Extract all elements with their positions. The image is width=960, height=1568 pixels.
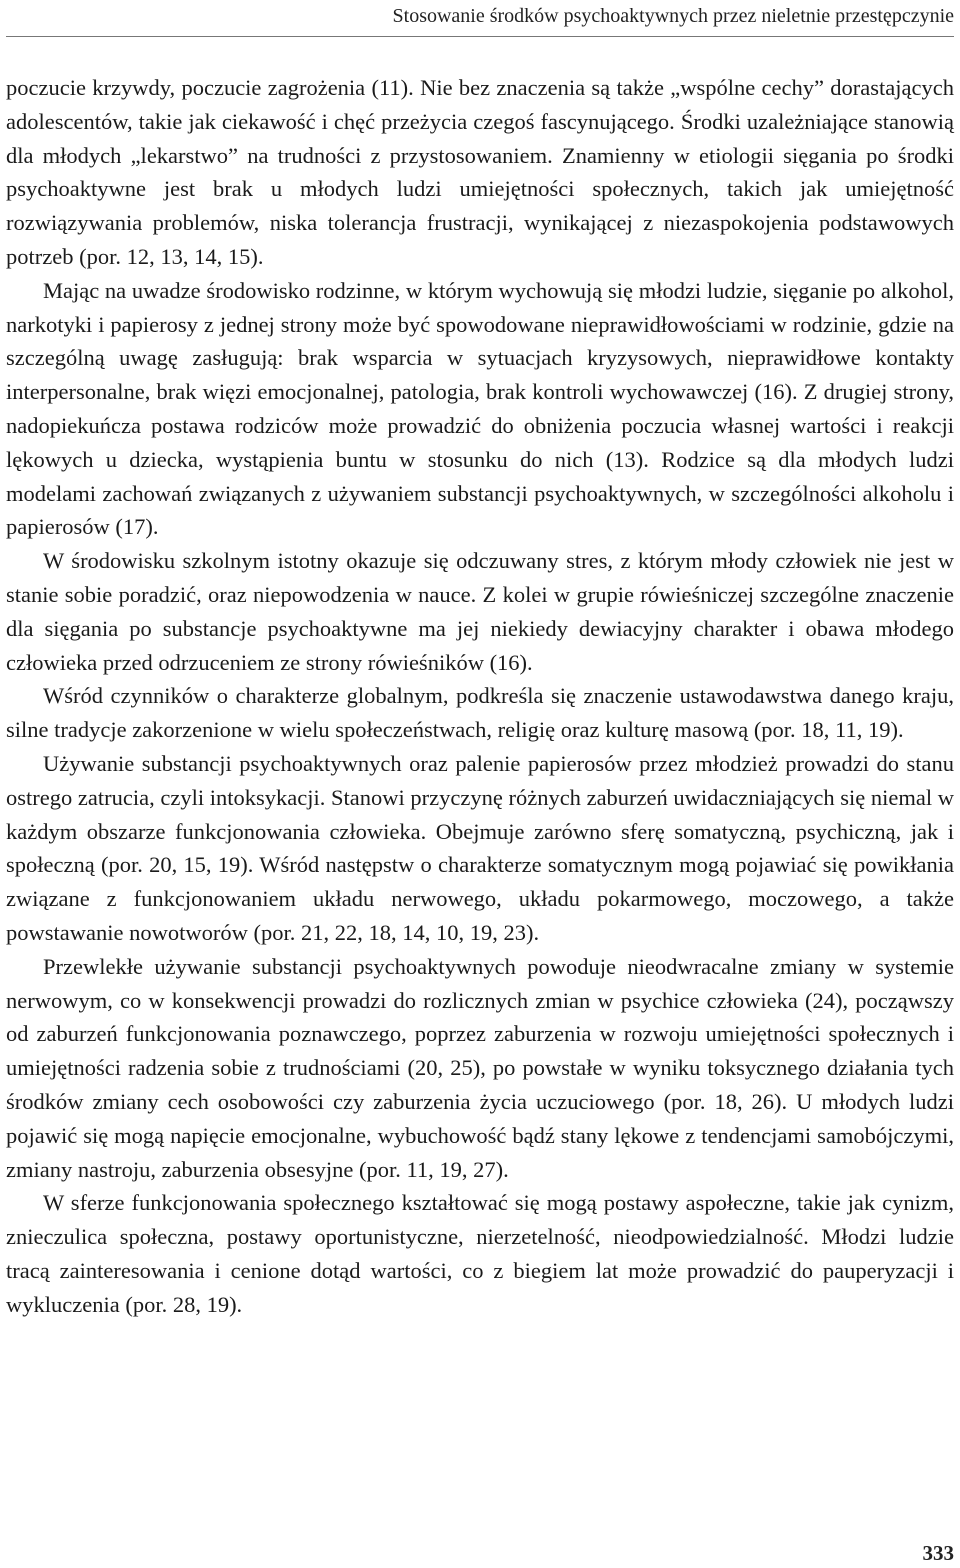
header-rule	[6, 36, 954, 37]
paragraph-7: W sferze funkcjonowania społecznego kształtować się mogą postawy aspołeczne, takie jak cynizm, znieczulica społeczna, postawy oportunistyczne, nierzetelność, nieodpowiedzialność. Młodzi ludzie tracą zainteresowania i cenione dotąd wartości, co z biegiem lat może prowadzić do pauperyzacji i wykluczenia (por. 28, 19).	[6, 1190, 954, 1317]
paragraph-5: Używanie substancji psychoaktywnych oraz palenie papierosów przez młodzież prowadzi do stanu ostrego zatrucia, czyli intoksykacji. Stanowi przyczynę różnych zaburzeń uwidaczniających się niemal w każdym obszarze funkcjonowania człowieka. Obejmuje zarówno sferę somatyczną, psychiczną, jak i społeczną (por. 20, 15, 19). Wśród następstw o charakterze somatycznym mogą pojawiać się powikłania związane z funkcjonowaniem układu nerwowego, układu pokarmowego, moczowego, a także powstawanie nowotworów (por. 21, 22, 18, 14, 10, 19, 23).	[6, 750, 954, 945]
paragraph-3: W środowisku szkolnym istotny okazuje się odczuwany stres, z którym młody człowiek nie jest w stanie sobie poradzić, oraz niepowodzenia w nauce. Z kolei w grupie rówieśniczej szczególne znaczenie dla sięgania po substancje psychoaktywne ma jej niekiedy dewiacyjny charakter i obawa młodego człowieka przed odrzuceniem ze strony rówieśników (16).	[6, 548, 954, 675]
running-head: Stosowanie środków psychoaktywnych przez nieletnie przestępczynie	[392, 5, 954, 27]
paragraph-6: Przewlekłe używanie substancji psychoaktywnych powoduje nieodwracalne zmiany w systemie nerwowym, co w konsekwencji prowadzi do rozlicznych zmian w psychice człowieka (24), począwszy od zaburzeń funkcjonowania poznawczego, poprzez zaburzenia w rozwoju umiejętności społecznych i umiejętności radzenia sobie z trudnościami (20, 25), po powstałe w wyniku toksycznego działania tych środków zmiany cech osobowości czy zaburzenia życia uczuciowego (por. 18, 26). U młodych ludzi pojawić się mogą napięcie emocjonalne, wybuchowość bądź stany lękowe z tendencjami samobójczymi, zmiany nastroju, zaburzenia obsesyjne (por. 11, 19, 27).	[6, 953, 954, 1182]
paragraph-1: poczucie krzywdy, poczucie zagrożenia (11). Nie bez znaczenia są także „wspólne cechy” dorastających adolescentów, takie jak ciekawość i chęć przeżycia czegoś fascynującego. Środki uzależniające stanowią dla młodych „lekarstwo” na trudności z przystosowaniem. Znamienny w etiologii sięgania po środki psychoaktywne jest brak u młodych ludzi umiejętności społecznych, takich jak umiejętność rozwiązywania problemów, niska tolerancja frustracji, wynikającej z niezaspokojenia podstawowych potrzeb (por. 12, 13, 14, 15).	[6, 75, 954, 269]
page-number: 333	[922, 1541, 954, 1565]
paragraph-2: Mając na uwadze środowisko rodzinne, w którym wychowują się młodzi ludzie, sięganie po alkohol, narkotyki i papierosy z jednej strony może być spowodowane nieprawidłowościami w rodzinie, gdzie na szczególną uwagę zasługują: brak wsparcia w sytuacjach kryzysowych, nieprawidłowe kontakty interpersonalne, brak więzi emocjonalnej, patologia, brak kontroli wychowawczej (16). Z drugiej strony, nadopiekuńcza postawa rodziców może prowadzić do obniżenia poczucia własnej wartości i reakcji lękowych u dziecka, wystąpienia buntu w stosunku do nich (13). Rodzice są dla młodych ludzi modelami zachowań związanych z używaniem substancji psychoaktywnych, w szczególności alkoholu i papierosów (17).	[6, 277, 954, 540]
paragraph-4: Wśród czynników o charakterze globalnym, podkreśla się znaczenie ustawodawstwa danego kraju, silne tradycje zakorzenione w wielu społeczeństwach, religię oraz kulturę masową (por. 18, 11, 19).	[6, 683, 954, 743]
body-text	[6, 71, 954, 1321]
